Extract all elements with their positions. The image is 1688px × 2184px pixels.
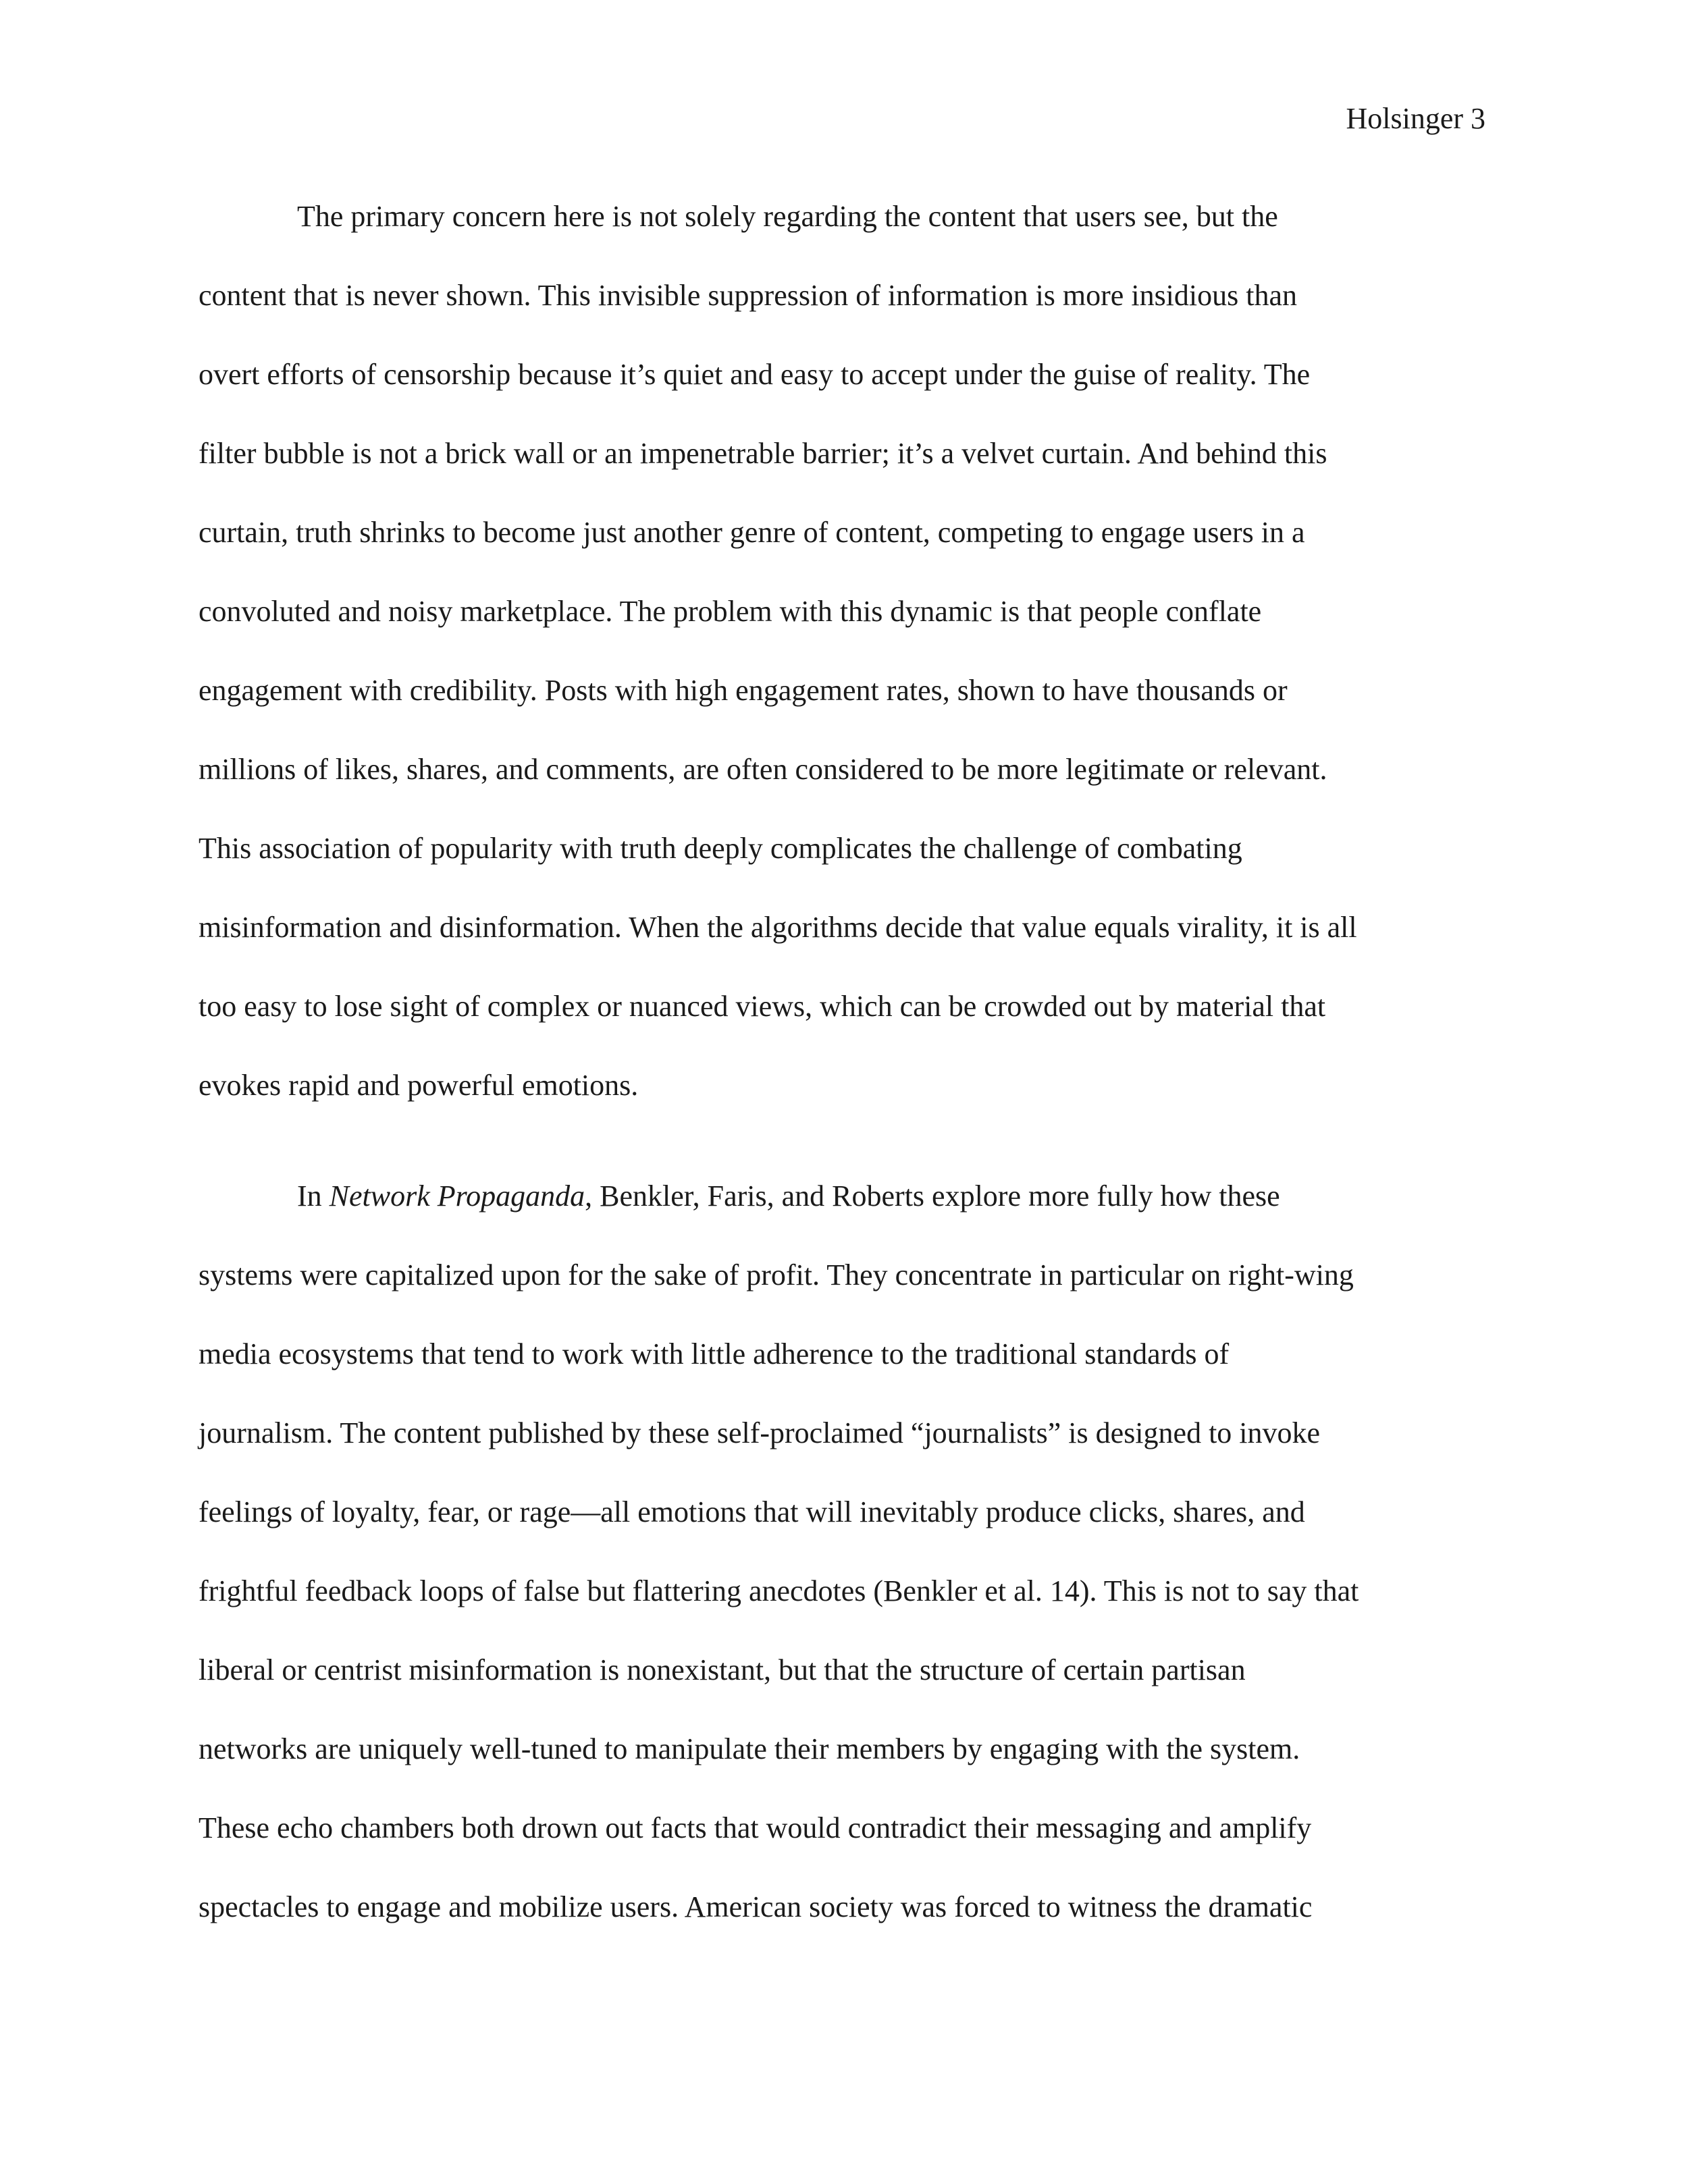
text-run: , Benkler, Faris, and Roberts explore more fully how these bbox=[585, 1179, 1280, 1213]
text-line: spectacles to engage and mobilize users. American society was forced to witness the dramatic bbox=[199, 1890, 1313, 1923]
running-head: Holsinger 3 bbox=[1346, 102, 1485, 135]
text-line: filter bubble is not a brick wall or an impenetrable barrier; it’s a velvet curtain. And behind this bbox=[199, 437, 1327, 470]
text-line: millions of likes, shares, and comments, are often considered to be more legitimate or relevant. bbox=[199, 753, 1327, 786]
text-line: systems were capitalized upon for the sake of profit. They concentrate in particular on right-wing bbox=[199, 1258, 1354, 1291]
text-line: evokes rapid and powerful emotions. bbox=[199, 1069, 639, 1102]
text-run: In bbox=[297, 1179, 329, 1213]
text-line: networks are uniquely well-tuned to manipulate their members by engaging with the system. bbox=[199, 1732, 1300, 1765]
text-line: These echo chambers both drown out facts that would contradict their messaging and amplify bbox=[199, 1811, 1312, 1844]
text-line: This association of popularity with truth deeply complicates the challenge of combating bbox=[199, 832, 1242, 865]
text-line bbox=[297, 1177, 1280, 1215]
text-line: engagement with credibility. Posts with high engagement rates, shown to have thousands or bbox=[199, 674, 1288, 707]
text-line: The primary concern here is not solely regarding the content that users see, but the bbox=[297, 200, 1278, 233]
text-line: feelings of loyalty, fear, or rage—all emotions that will inevitably produce clicks, shares, and bbox=[199, 1495, 1305, 1528]
text-line: media ecosystems that tend to work with little adherence to the traditional standards of bbox=[199, 1337, 1230, 1370]
text-line: curtain, truth shrinks to become just another genre of content, competing to engage users in a bbox=[199, 516, 1305, 549]
text-line: journalism. The content published by these self-proclaimed “journalists” is designed to invoke bbox=[199, 1416, 1321, 1449]
text-line: overt efforts of censorship because it’s quiet and easy to accept under the guise of reality. The bbox=[199, 358, 1311, 391]
book-title: Network Propaganda bbox=[329, 1179, 585, 1213]
text-line: liberal or centrist misinformation is nonexistant, but that the structure of certain partisan bbox=[199, 1653, 1246, 1686]
text-line: frightful feedback loops of false but flattering anecdotes (Benkler et al. 14). This is not to say that bbox=[199, 1574, 1359, 1607]
text-line: convoluted and noisy marketplace. The problem with this dynamic is that people conflate bbox=[199, 595, 1262, 628]
text-line: misinformation and disinformation. When the algorithms decide that value equals virality, it is all bbox=[199, 911, 1357, 944]
text-line: too easy to lose sight of complex or nuanced views, which can be crowded out by material that bbox=[199, 990, 1326, 1023]
text-line: content that is never shown. This invisible suppression of information is more insidious than bbox=[199, 279, 1298, 312]
